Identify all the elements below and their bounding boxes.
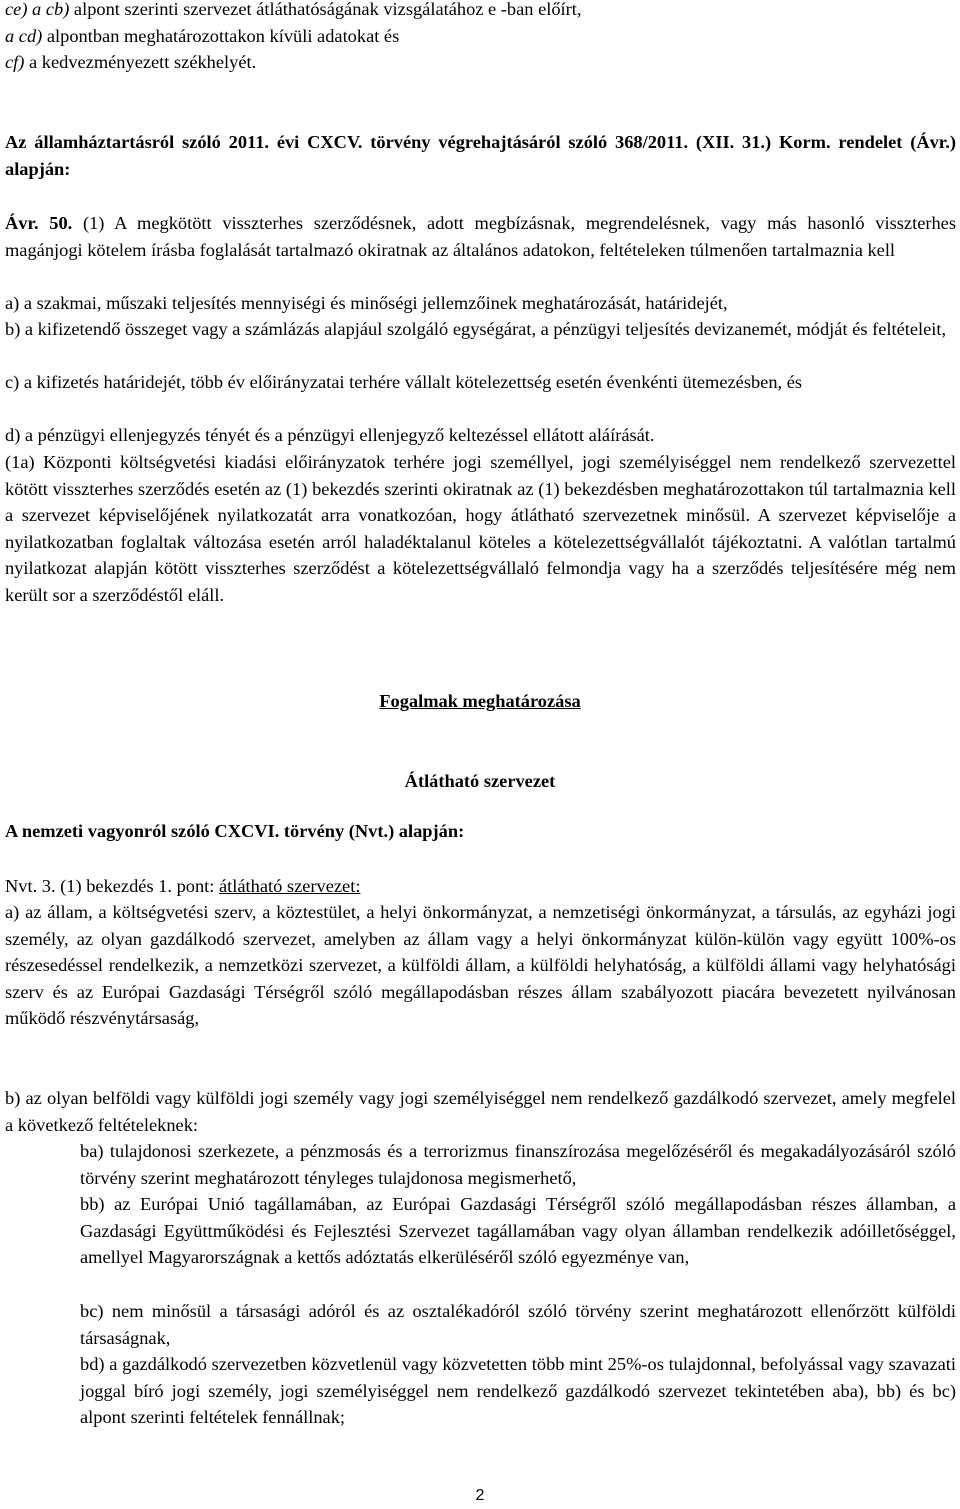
cd-text: alpontban meghatározottakon kívüli adatokat és [42, 26, 400, 46]
nvt-definition-ref [5, 873, 956, 900]
subsection-title: Átlátható szervezet [404, 771, 556, 791]
section-title: Fogalmak meghatározása [379, 691, 581, 711]
avr50-point-d: d) a pénzügyi ellenjegyzés tényét és a pénzügyi ellenjegyző keltezéssel ellátott aláírását. [5, 425, 655, 445]
paragraph-cd [5, 23, 956, 50]
avr50-label: Ávr. 50. [5, 213, 73, 233]
nvt-point-bd: bd) a gazdálkodó szervezetben közvetlenül vagy közvetetten több mint 25%-os tulajdonnal, befolyással vagy szavazati joggal bíró jogi személy, jogi személyiséggel nem rendelkező gazdálkodó szervezet tekintetében aba), bb) és bc) alpont szerinti feltételek fennállnak; [80, 1354, 956, 1428]
cf-text: a kedvezményezett székhelyét. [24, 52, 257, 72]
paragraph-ce [5, 0, 956, 23]
avr-heading: Az államháztartásról szóló 2011. évi CXCV. törvény végrehajtásáról szóló 368/2011. (XII. 31.) Korm. rendelet (Ávr.) alapján: [5, 132, 956, 179]
nvt-point-bb: bb) az Európai Unió tagállamában, az Európai Gazdasági Térségről szóló megállapodásban részes államban, a Gazdasági Együttműködési és Fejlesztési Szervezet tagállamában vagy olyan államban rendelkezik adóilletőséggel, amellyel Magyarországnak a kettős adóztatás elkerüléséről szóló egyezménye van, [80, 1194, 956, 1268]
page-number: 2 [475, 1487, 485, 1504]
avr50-point-b: b) a kifizetendő összeget vagy a számlázás alapjául szolgáló egységárat, a pénzügyi teljesítés devizanemét, módját és feltételeit, [5, 319, 947, 339]
avr50-intro: (1) A megkötött visszterhes szerződésnek, adott megbízásnak, megrendelésnek, vagy más hasonló visszterhes magánjogi kötelem írásba foglalását tartalmazó okiratnak az általános adatokon, feltételeken túlmenően tartalmaznia kell [5, 213, 957, 260]
cd-prefix: a cd) [5, 26, 43, 46]
nvt-ref: Nvt. 3. (1) bekezdés 1. pont: [5, 876, 219, 896]
nvt-heading: A nemzeti vagyonról szóló CXCVI. törvény (Nvt.) alapján: [5, 821, 465, 841]
nvt-point-b: b) az olyan belföldi vagy külföldi jogi személy vagy jogi személyiséggel nem rendelkező gazdálkodó szervezet, amely megfelel a következő feltételeknek: [5, 1088, 956, 1135]
nvt-point-ba: ba) tulajdonosi szerkezete, a pénzmosás és a terrorizmus finanszírozása megelőzéséről és megakadályozásáról szóló törvény szerint meghatározott tényleges tulajdonosa megismerhető, [80, 1141, 956, 1188]
ce-text: alpont szerinti szervezet átláthatóságának vizsgálatához e -ban előírt, [69, 0, 582, 19]
avr50-paragraph-1a: (1a) Központi költségvetési kiadási előirányzatok terhére jogi személlyel, jogi személyiséggel nem rendelkező szervezettel kötött visszterhes szerződés esetén az (1) bekezdés szerinti okiratnak az (1) bekezdésben meghatározottakon túl tartalmaznia kell a szervezet képviselőjének nyilatkozatát arra vonatkozóan, hogy átlátható szervezetnek minősül. A szervezet képviselője a nyilatkozatban foglaltak változása esetén arról haladéktalanul köteles a kötelezettségvállalót tájékoztatni. A valótlan tartalmú nyilatkozat alapján kötött visszterhes szerződést a kötelezettségvállaló felmondja vagy ha a szerződés teljesítésére még nem került sor a szerződéstől eláll. [5, 452, 956, 605]
paragraph-cf [5, 49, 956, 76]
avr50-point-c: c) a kifizetés határidejét, több év előirányzatai terhére vállalt kötelezettség esetén évenkénti ütemezésben, és [5, 372, 803, 392]
ce-prefix: ce) a cb) [5, 0, 70, 19]
avr50-paragraph [5, 210, 956, 263]
nvt-point-bc: bc) nem minősül a társasági adóról és az osztalékadóról szóló törvény szerint meghatározott ellenőrzött külföldi társaságnak, [80, 1301, 956, 1348]
nvt-term: átlátható szervezet: [219, 876, 361, 896]
nvt-point-a: a) az állam, a költségvetési szerv, a köztestület, a helyi önkormányzat, a nemzetiségi önkormányzat, a társulás, az egyházi jogi személy, az olyan gazdálkodó szervezet, amelyben az állam vagy a helyi önkormányzat külön-külön vagy együtt 100%-os részesedéssel rendelkezik, a nemzetközi szervezet, a külföldi állam, a külföldi helyhatóság, a külföldi állami vagy helyhatósági szerv és az Európai Gazdasági Térségről szóló megállapodásban részes állam szabályozott piacára bevezetett nyilvánosan működő részvénytársaság, [5, 902, 956, 1029]
avr50-point-a: a) a szakmai, műszaki teljesítés mennyiségi és minőségi jellemzőinek meghatározását, határidejét, [5, 293, 728, 313]
cf-prefix: cf) [5, 52, 25, 72]
